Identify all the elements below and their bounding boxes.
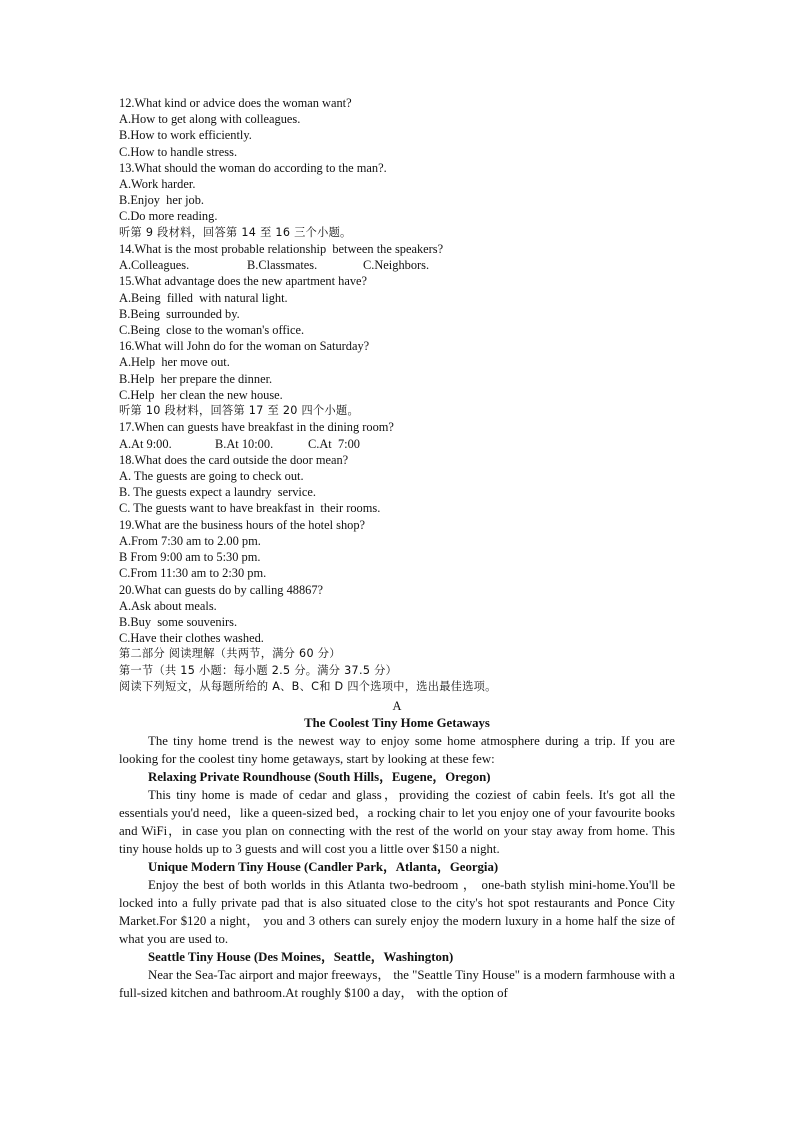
- question-19: [119, 517, 675, 582]
- exam-page: [119, 95, 675, 1002]
- option-a: A.Colleagues.: [119, 258, 190, 273]
- option-c: C.Neighbors.: [363, 258, 430, 273]
- question-stem: 15.What advantage does the new apartment have?: [119, 274, 368, 289]
- option-a: A.How to get along with colleagues.: [119, 112, 301, 127]
- option-c: C.Help her clean the new house.: [119, 387, 283, 402]
- question-stem: 12.What kind or advice does the woman want?: [119, 96, 352, 110]
- option-a: A.Ask about meals.: [119, 598, 217, 613]
- option-c: C.Do more reading.: [119, 209, 218, 224]
- reading-part-heading: 第二部分 阅读理解（共两节，满分 60 分）: [119, 647, 341, 661]
- question-17: [119, 419, 675, 451]
- listing-paragraph-2: Enjoy the best of both worlds in this Atlanta two-bedroom ， one-bath stylish mini-home.You'll be locked into a fully private pad that is also situated close to the city's hot spot restaurants and Ponce City Market.For $120 a night， you and 3 others can surely enjoy the modern luxury in a home half the size of what you are used to.: [119, 877, 675, 946]
- question-15: [119, 273, 675, 338]
- question-stem: 20.What can guests do by calling 48867?: [119, 582, 324, 597]
- options-row: [119, 257, 675, 273]
- option-a: A.Help her move out.: [119, 355, 230, 370]
- listing-paragraph-1: This tiny home is made of cedar and glass，providing the coziest of cabin feels. It's got all the essentials you'd need，like a queen-sized bed，a rocking chair to let you enjoy one of your favourite books and WiFi，in case you plan on connecting with the rest of the world on your stay away from home. This tiny house holds up to 3 guests and will cost you a little over $150 a night.: [119, 787, 675, 856]
- options-row: [119, 436, 675, 452]
- option-c: C.How to handle stress.: [119, 144, 238, 159]
- option-c: C.Being close to the woman's office.: [119, 323, 305, 338]
- question-14: [119, 241, 675, 273]
- option-c: C.At 7:00: [308, 436, 360, 451]
- question-stem: 13.What should the woman do according to the man?.: [119, 160, 387, 175]
- listing-heading-2: Unique Modern Tiny House (Candler Park，Atlanta，Georgia): [148, 859, 499, 874]
- passage-letter: A: [392, 698, 402, 713]
- question-18: [119, 452, 675, 517]
- question-stem: 18.What does the card outside the door mean?: [119, 452, 349, 467]
- option-b: B.How to work efficiently.: [119, 128, 252, 143]
- option-a: A.From 7:30 am to 2.00 pm.: [119, 533, 261, 548]
- option-a: A.Being filled with natural light.: [119, 290, 288, 305]
- passage-title: The Coolest Tiny Home Getaways: [304, 715, 490, 730]
- option-b: B.Buy some souvenirs.: [119, 614, 238, 629]
- question-20: [119, 582, 675, 647]
- question-stem: 19.What are the business hours of the hotel shop?: [119, 517, 366, 532]
- reading-instruction: 阅读下列短文，从每题所给的 A、B、C和 D 四个选项中，选出最佳选项。: [119, 680, 497, 694]
- option-b: B.Enjoy her job.: [119, 193, 205, 208]
- option-a: A.Work harder.: [119, 177, 196, 192]
- option-b: B.Being surrounded by.: [119, 306, 240, 321]
- listing-heading-1: Relaxing Private Roundhouse (South Hills，Eugene，Oregon): [148, 769, 491, 784]
- option-b: B From 9:00 am to 5:30 pm.: [119, 550, 261, 565]
- option-a: A.At 9:00.: [119, 436, 172, 451]
- option-c: C.From 11:30 am to 2:30 pm.: [119, 566, 267, 581]
- option-b: B.Help her prepare the dinner.: [119, 371, 273, 386]
- option-b: B.At 10:00.: [215, 436, 274, 451]
- question-13: [119, 160, 675, 225]
- option-b: B.Classmates.: [247, 258, 318, 273]
- option-b: B. The guests expect a laundry service.: [119, 485, 316, 500]
- option-c: C.Have their clothes washed.: [119, 631, 264, 646]
- listing-paragraph-3: Near the Sea-Tac airport and major freeways， the "Seattle Tiny House" is a modern farmhouse with a full-sized kitchen and bathroom.At roughly $100 a day， with the option of: [119, 967, 675, 1000]
- question-stem: 14.What is the most probable relationship between the speakers?: [119, 242, 444, 257]
- reading-section-heading: 第一节（共 15 小题：每小题 2.5 分。满分 37.5 分）: [119, 663, 398, 677]
- question-stem: 16.What will John do for the woman on Saturday?: [119, 339, 370, 354]
- listing-heading-3: Seattle Tiny House (Des Moines，Seattle，Washington): [148, 949, 454, 964]
- material-10-instruction: 听第 10 段材料，回答第 17 至 20 四个小题。: [119, 404, 359, 418]
- option-c: C. The guests want to have breakfast in their rooms.: [119, 501, 381, 516]
- passage-intro: The tiny home trend is the newest way to enjoy some home atmosphere during a trip. If you are looking for the coolest tiny home getaways, start by looking at these few:: [119, 733, 675, 766]
- option-a: A. The guests are going to check out.: [119, 469, 304, 484]
- question-16: [119, 338, 675, 403]
- question-12: [119, 95, 675, 160]
- question-stem: 17.When can guests have breakfast in the dining room?: [119, 420, 394, 435]
- material-9-instruction: 听第 9 段材料，回答第 14 至 16 三个小题。: [119, 225, 352, 239]
